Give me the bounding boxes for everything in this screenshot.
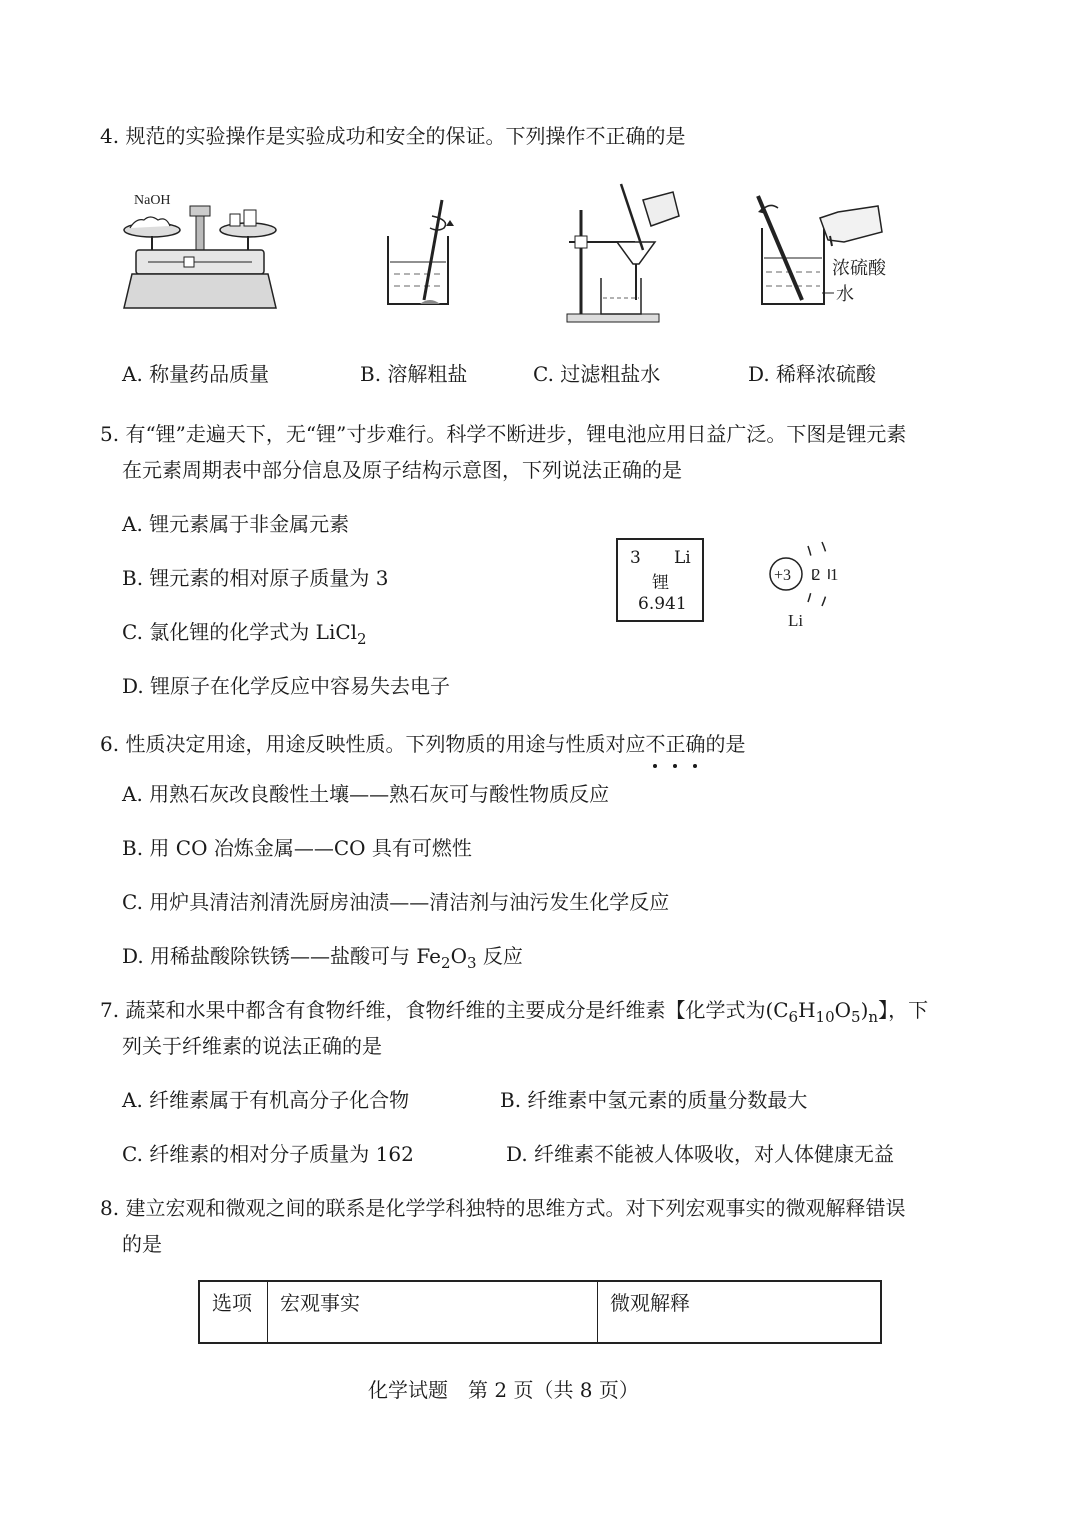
atomic-number: 3 xyxy=(630,548,641,568)
q6-option-d xyxy=(122,942,523,977)
element-name: 锂 xyxy=(652,573,669,593)
q7-stem-suffix: 】，下 xyxy=(878,998,929,1022)
q6-option-d-sub1: 2 xyxy=(441,954,451,972)
shell2-electrons: 1 xyxy=(830,565,839,584)
q6-option-d-suffix: 反应 xyxy=(476,944,523,968)
q8-stem-line2: 的是 xyxy=(122,1232,162,1256)
q5-option-c-sub: 2 xyxy=(357,630,367,648)
q7-stem-line2: 列关于纤维素的说法正确的是 xyxy=(122,1034,382,1058)
q6-option-a: A. 用熟石灰改良酸性土壤——熟石灰可与酸性物质反应 xyxy=(122,782,610,806)
q6-emphasis-text: 不正确 xyxy=(645,732,706,756)
q6-option-d-prefix: D. 用稀盐酸除铁锈——盐酸可与 Fe xyxy=(122,944,442,968)
q4-stem: 4. 规范的实验操作是实验成功和安全的保证。下列操作不正确的是 xyxy=(100,124,686,148)
q7-option-d: D. 纤维素不能被人体吸收，对人体健康无益 xyxy=(506,1142,895,1166)
q7-formula-o: O xyxy=(834,998,852,1022)
element-card xyxy=(616,538,704,622)
q6-stem-emphasis xyxy=(645,730,705,758)
q4-option-b: B. 溶解粗盐 xyxy=(360,362,468,386)
q5-stem-line1: 5. 有“锂”走遍天下，无“锂”寸步难行。科学不断进步，锂电池应用日益广泛。下图是锂元素 xyxy=(100,422,907,446)
q4-option-d: D. 稀释浓硫酸 xyxy=(748,362,877,386)
nucleus-charge: +3 xyxy=(774,567,792,584)
table-header-option: 选项 xyxy=(200,1282,268,1342)
q5-stem-line2: 在元素周期表中部分信息及原子结构示意图，下列说法正确的是 xyxy=(122,458,682,482)
q5-option-a: A. 锂元素属于非金属元素 xyxy=(122,512,350,536)
q8-table xyxy=(198,1280,882,1344)
q6-stem xyxy=(100,730,745,758)
element-symbol: Li xyxy=(674,548,691,568)
q4-option-c: C. 过滤粗盐水 xyxy=(533,362,661,386)
q6-stem-prefix: 6. 性质决定用途，用途反映性质。下列物质的用途与性质对应 xyxy=(100,732,646,756)
q6-option-d-mid: O xyxy=(450,944,467,968)
table-header-micro: 微观解释 xyxy=(610,1291,690,1315)
q7-formula-sub1: 6 xyxy=(788,1008,799,1026)
q7-option-a: A. 纤维素属于有机高分子化合物 xyxy=(122,1088,410,1112)
atom-label: Li xyxy=(788,611,804,630)
q5-option-b: B. 锂元素的相对原子质量为 3 xyxy=(122,566,389,590)
q7-formula-close: ) xyxy=(860,998,869,1022)
shell1-electrons: 2 xyxy=(812,565,821,584)
water-label: 水 xyxy=(836,284,854,304)
q7-option-c: C. 纤维素的相对分子质量为 162 xyxy=(122,1142,414,1166)
balance-figure xyxy=(118,188,278,318)
q7-formula-h: H xyxy=(798,998,816,1022)
atom-structure-diagram xyxy=(764,540,844,630)
q6-option-c: C. 用炉具清洁剂清洗厨房油渍——清洁剂与油污发生化学反应 xyxy=(122,890,670,914)
table-header-macro: 宏观事实 xyxy=(268,1282,598,1342)
q5-option-c-text: C. 氯化锂的化学式为 LiCl xyxy=(122,620,358,644)
atomic-mass: 6.941 xyxy=(638,594,687,614)
acid-label: 浓硫酸 xyxy=(832,258,886,278)
q4-option-a: A. 称量药品质量 xyxy=(122,362,270,386)
q8-stem-line1: 8. 建立宏观和微观之间的联系是化学学科独特的思维方式。对下列宏观事实的微观解释错误 xyxy=(100,1196,906,1220)
naoh-label: NaOH xyxy=(134,193,171,208)
q7-formula-subn: n xyxy=(868,1008,879,1026)
q6-stem-suffix: 的是 xyxy=(705,732,746,756)
dissolve-figure xyxy=(384,192,464,312)
q7-stem-prefix: 7. 蔬菜和水果中都含有食物纤维，食物纤维的主要成分是纤维素【化学式为(C xyxy=(100,998,789,1022)
q6-option-b: B. 用 CO 冶炼金属——CO 具有可燃性 xyxy=(122,836,472,860)
filtration-figure xyxy=(565,180,685,325)
q5-option-d: D. 锂原子在化学反应中容易失去电子 xyxy=(122,674,451,698)
q7-option-b: B. 纤维素中氢元素的质量分数最大 xyxy=(500,1088,808,1112)
q6-option-d-sub2: 3 xyxy=(466,954,477,972)
q7-stem-line1 xyxy=(100,996,928,1031)
dilute-acid-figure xyxy=(748,192,898,312)
page-footer: 化学试题 第 2 页（共 8 页） xyxy=(368,1378,639,1402)
q7-formula-sub3: 5 xyxy=(851,1008,861,1026)
q7-formula-sub2: 10 xyxy=(815,1008,835,1026)
q5-option-c xyxy=(122,618,367,653)
